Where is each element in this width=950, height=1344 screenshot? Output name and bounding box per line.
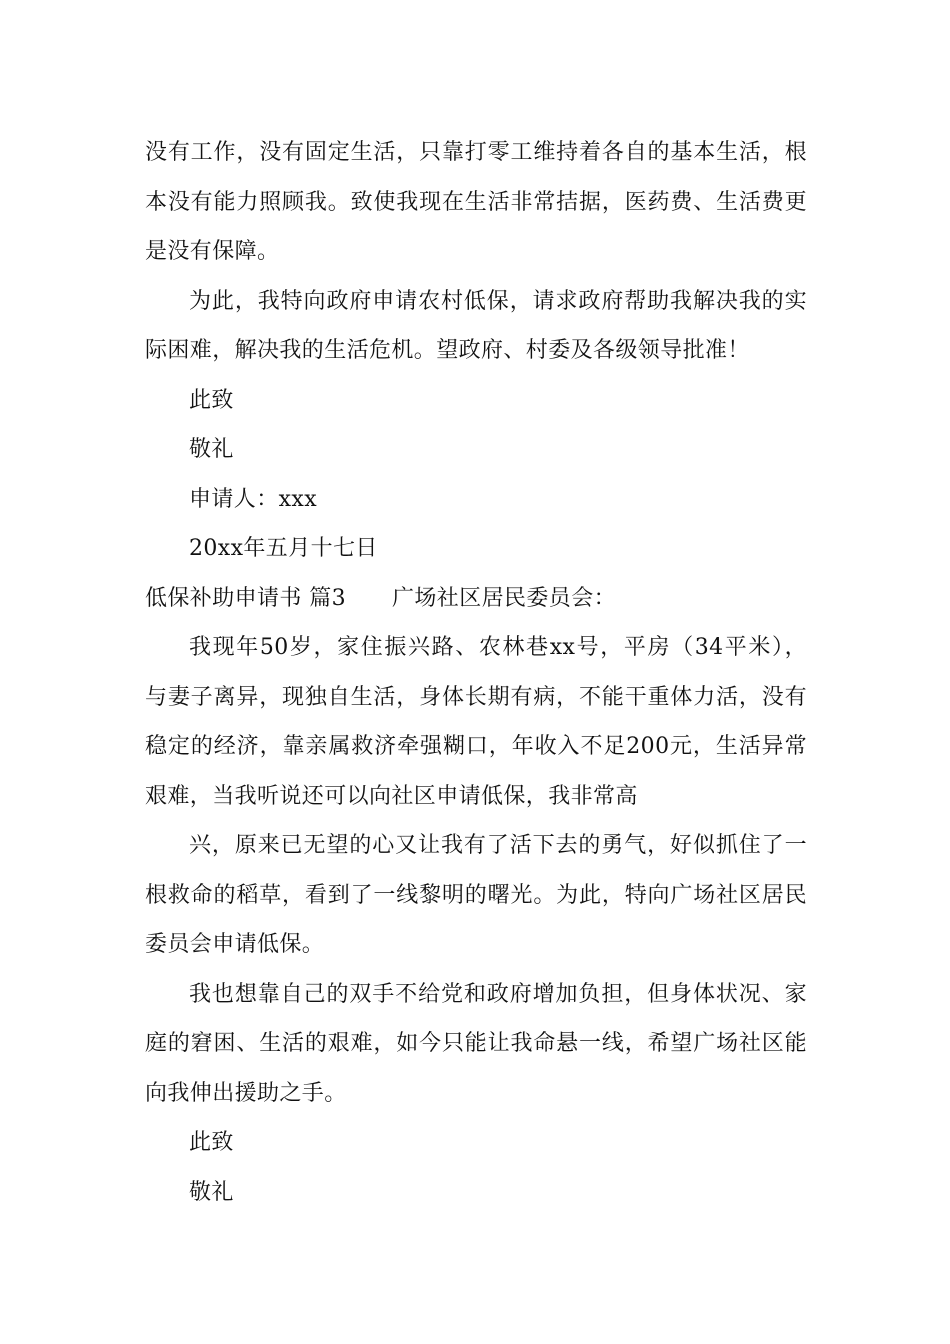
text-line: 艰难，当我听说还可以向社区申请低保，我非常高 (145, 783, 638, 809)
text-line: 向我伸出援助之手。 (145, 1080, 347, 1106)
text-line: 与妻子离异，现独自生活，身体长期有病，不能干重体力活，没有 (145, 684, 807, 710)
text-line: 为此，我特向政府申请农村低保，请求政府帮助我解决我的实 (189, 288, 807, 314)
salutation-line: 敬礼 (189, 437, 234, 462)
text-line: 本没有能力照顾我。致使我现在生活非常拮据，医药费、生活费更 (145, 189, 807, 215)
text-line: 庭的窘困、生活的艰难，如今只能让我命悬一线，希望广场社区能 (145, 1031, 807, 1056)
text-line: 是没有保障。 (145, 239, 280, 264)
text-line: 根救命的稻草，看到了一线黎明的曙光。为此，特向广场社区居民 (145, 882, 807, 908)
text-line: 委员会申请低保。 (145, 932, 325, 957)
text-line: 稳定的经济，靠亲属救济牵强糊口，年收入不足200元，生活异常 (145, 734, 807, 759)
section-heading (145, 574, 807, 624)
applicant-line: 申请人：xxx (189, 486, 318, 512)
text-line: 我现年50岁，家住振兴路、农林巷xx号，平房（34平米）， (189, 635, 807, 660)
document-body (145, 128, 807, 1217)
salutation-line: 敬礼 (189, 1179, 234, 1205)
recipient-address: 广场社区居民委员会： (392, 585, 617, 611)
text-line: 际困难，解决我的生活危机。望政府、村委及各级领导批准！ (145, 338, 750, 363)
section-title: 低保补助申请书 篇3 (145, 585, 346, 611)
closing-line: 此致 (189, 387, 234, 413)
text-line: 没有工作，没有固定生活，只靠打零工维持着各自的基本生活，根 (145, 140, 807, 165)
text-line: 我也想靠自己的双手不给党和政府增加负担，但身体状况、家 (189, 981, 807, 1007)
text-line: 兴，原来已无望的心又让我有了活下去的勇气，好似抓住了一 (189, 833, 807, 858)
closing-line: 此致 (189, 1130, 234, 1155)
date-line: 20xx年五月十七日 (189, 536, 378, 561)
